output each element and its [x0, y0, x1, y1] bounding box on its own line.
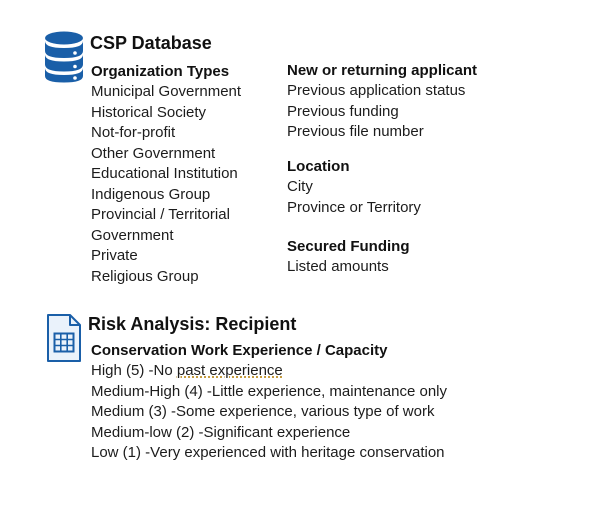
list-item: Religious Group: [91, 267, 199, 285]
secured-funding-group: [287, 237, 410, 278]
risk-levels-list: [91, 361, 447, 464]
list-item: Provincial / Territorial: [91, 206, 230, 223]
location-heading: Location: [287, 158, 350, 175]
csp-database-title: CSP Database: [90, 33, 212, 53]
list-item: Province or Territory: [287, 198, 421, 216]
list-item: Not-for-profit: [91, 124, 176, 141]
applicant-heading: New or returning applicant: [287, 62, 478, 79]
spreadsheet-icon: [46, 313, 82, 363]
list-item: Government: [91, 226, 174, 244]
list-item: Indigenous Group: [91, 185, 211, 203]
list-item: Medium (3) -Some experience, various type of work: [91, 403, 435, 420]
organization-types-group: [91, 62, 241, 287]
risk-high-prefix: High (5) -No: [91, 362, 177, 379]
list-item: Medium-High (4) -Little experience, maintenance only: [91, 382, 448, 400]
risk-high-emphasis: past experience: [176, 362, 283, 379]
list-item: Educational Institution: [91, 165, 238, 182]
risk-analysis-title: Risk Analysis: Recipient: [88, 314, 297, 334]
location-group: [287, 157, 421, 218]
organization-types-list: [91, 82, 241, 287]
list-item: City: [287, 178, 313, 195]
list-item: Other Government: [91, 144, 216, 162]
list-item: Private: [91, 247, 138, 264]
secured-funding-heading: Secured Funding: [287, 238, 410, 255]
risk-subtitle: Conservation Work Experience / Capacity: [91, 342, 388, 359]
risk-levels-group: [91, 341, 447, 464]
organization-types-heading: Organization Types: [91, 63, 230, 80]
list-item: Previous application status: [287, 82, 466, 99]
location-list: [287, 177, 421, 218]
list-item: Municipal Government: [91, 83, 242, 100]
list-item: [91, 361, 447, 382]
list-item: Previous funding: [287, 102, 399, 120]
database-icon: [44, 31, 84, 83]
list-item: Listed amounts: [287, 258, 389, 275]
secured-funding-list: [287, 257, 410, 278]
applicant-list: [287, 81, 477, 143]
list-item: Medium-low (2) -Significant experience: [91, 423, 351, 441]
list-item: Previous file number: [287, 123, 424, 140]
applicant-group: [287, 61, 477, 143]
list-item: Low (1) -Very experienced with heritage conservation: [91, 444, 445, 461]
list-item: Historical Society: [91, 103, 207, 121]
